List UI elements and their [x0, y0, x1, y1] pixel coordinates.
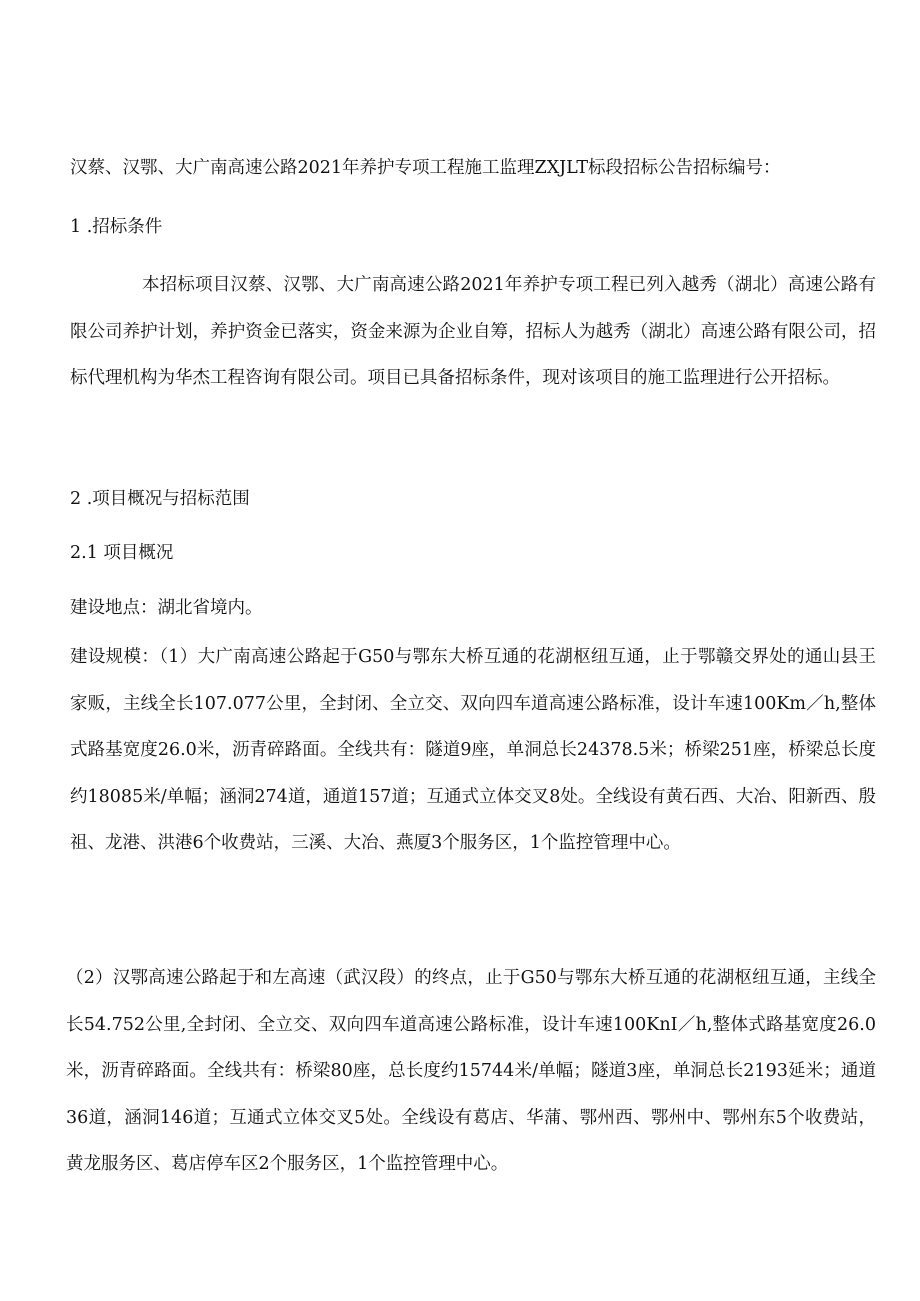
section-1-body: 本招标项目汉蔡、汉鄂、大广南高速公路2021年养护专项工程已列入越秀（湖北）高速公路有限公司养护计划，养护资金已落实，资金来源为企业自筹，招标人为越秀（湖北）高速公路有限公司，招标代理机构为华杰工程咨询有限公司。项目已具备招标条件，现对该项目的施工监理进行公开招标。 — [70, 275, 876, 388]
section-2-heading: 2 .项目概况与招标范围 — [70, 489, 250, 509]
section-1-heading: 1 .招标条件 — [70, 217, 163, 237]
subsection-2-1-heading: 2.1 项目概况 — [70, 543, 174, 563]
construction-scale-part-1: 建设规模：（1）大广南高速公路起于G50与鄂东大桥互通的花湖枢纽互通，止于鄂赣交界处的通山县王家贩，主线全长107.077公里，全封闭、全立交、双向四车道高速公路标准，设计车速100Km／h,整体式路基宽度26.0米，沥青碎路面。全线共有：隧道9座，单洞总长24378.5米；桥梁251座，桥梁总长度约18085米/单幅；涵洞274道，通道157道；互通式立体交叉8处。全线设有黄石西、大冶、阳新西、殷祖、龙港、洪港6个收费站，三溪、大冶、燕厦3个服务区，1个监控管理中心。 — [70, 647, 876, 853]
document-title: 汉蔡、汉鄂、大广南高速公路2021年养护专项工程施工监理ZXJLT标段招标公告招标编号： — [70, 158, 781, 178]
construction-scale-part-2: （2）汉鄂高速公路起于和左高速（武汉段）的终点，止于G50与鄂东大桥互通的花湖枢纽互通，主线全长54.752公里,全封闭、全立交、双向四车道高速公路标准，设计车速100KnI／h,整体式路基宽度26.0米，沥青碎路面。全线共有：桥梁80座，总长度约15744米/单幅；隧道3座，单洞总长2193延米；通道36道，涵洞146道；互通式立体交叉5处。全线设有葛店、华蒲、鄂州西、鄂州中、鄂州东5个收费站，黄龙服务区、葛店停车区2个服务区，1个监控管理中心。 — [66, 968, 876, 1174]
construction-location: 建设地点：湖北省境内。 — [70, 598, 263, 618]
